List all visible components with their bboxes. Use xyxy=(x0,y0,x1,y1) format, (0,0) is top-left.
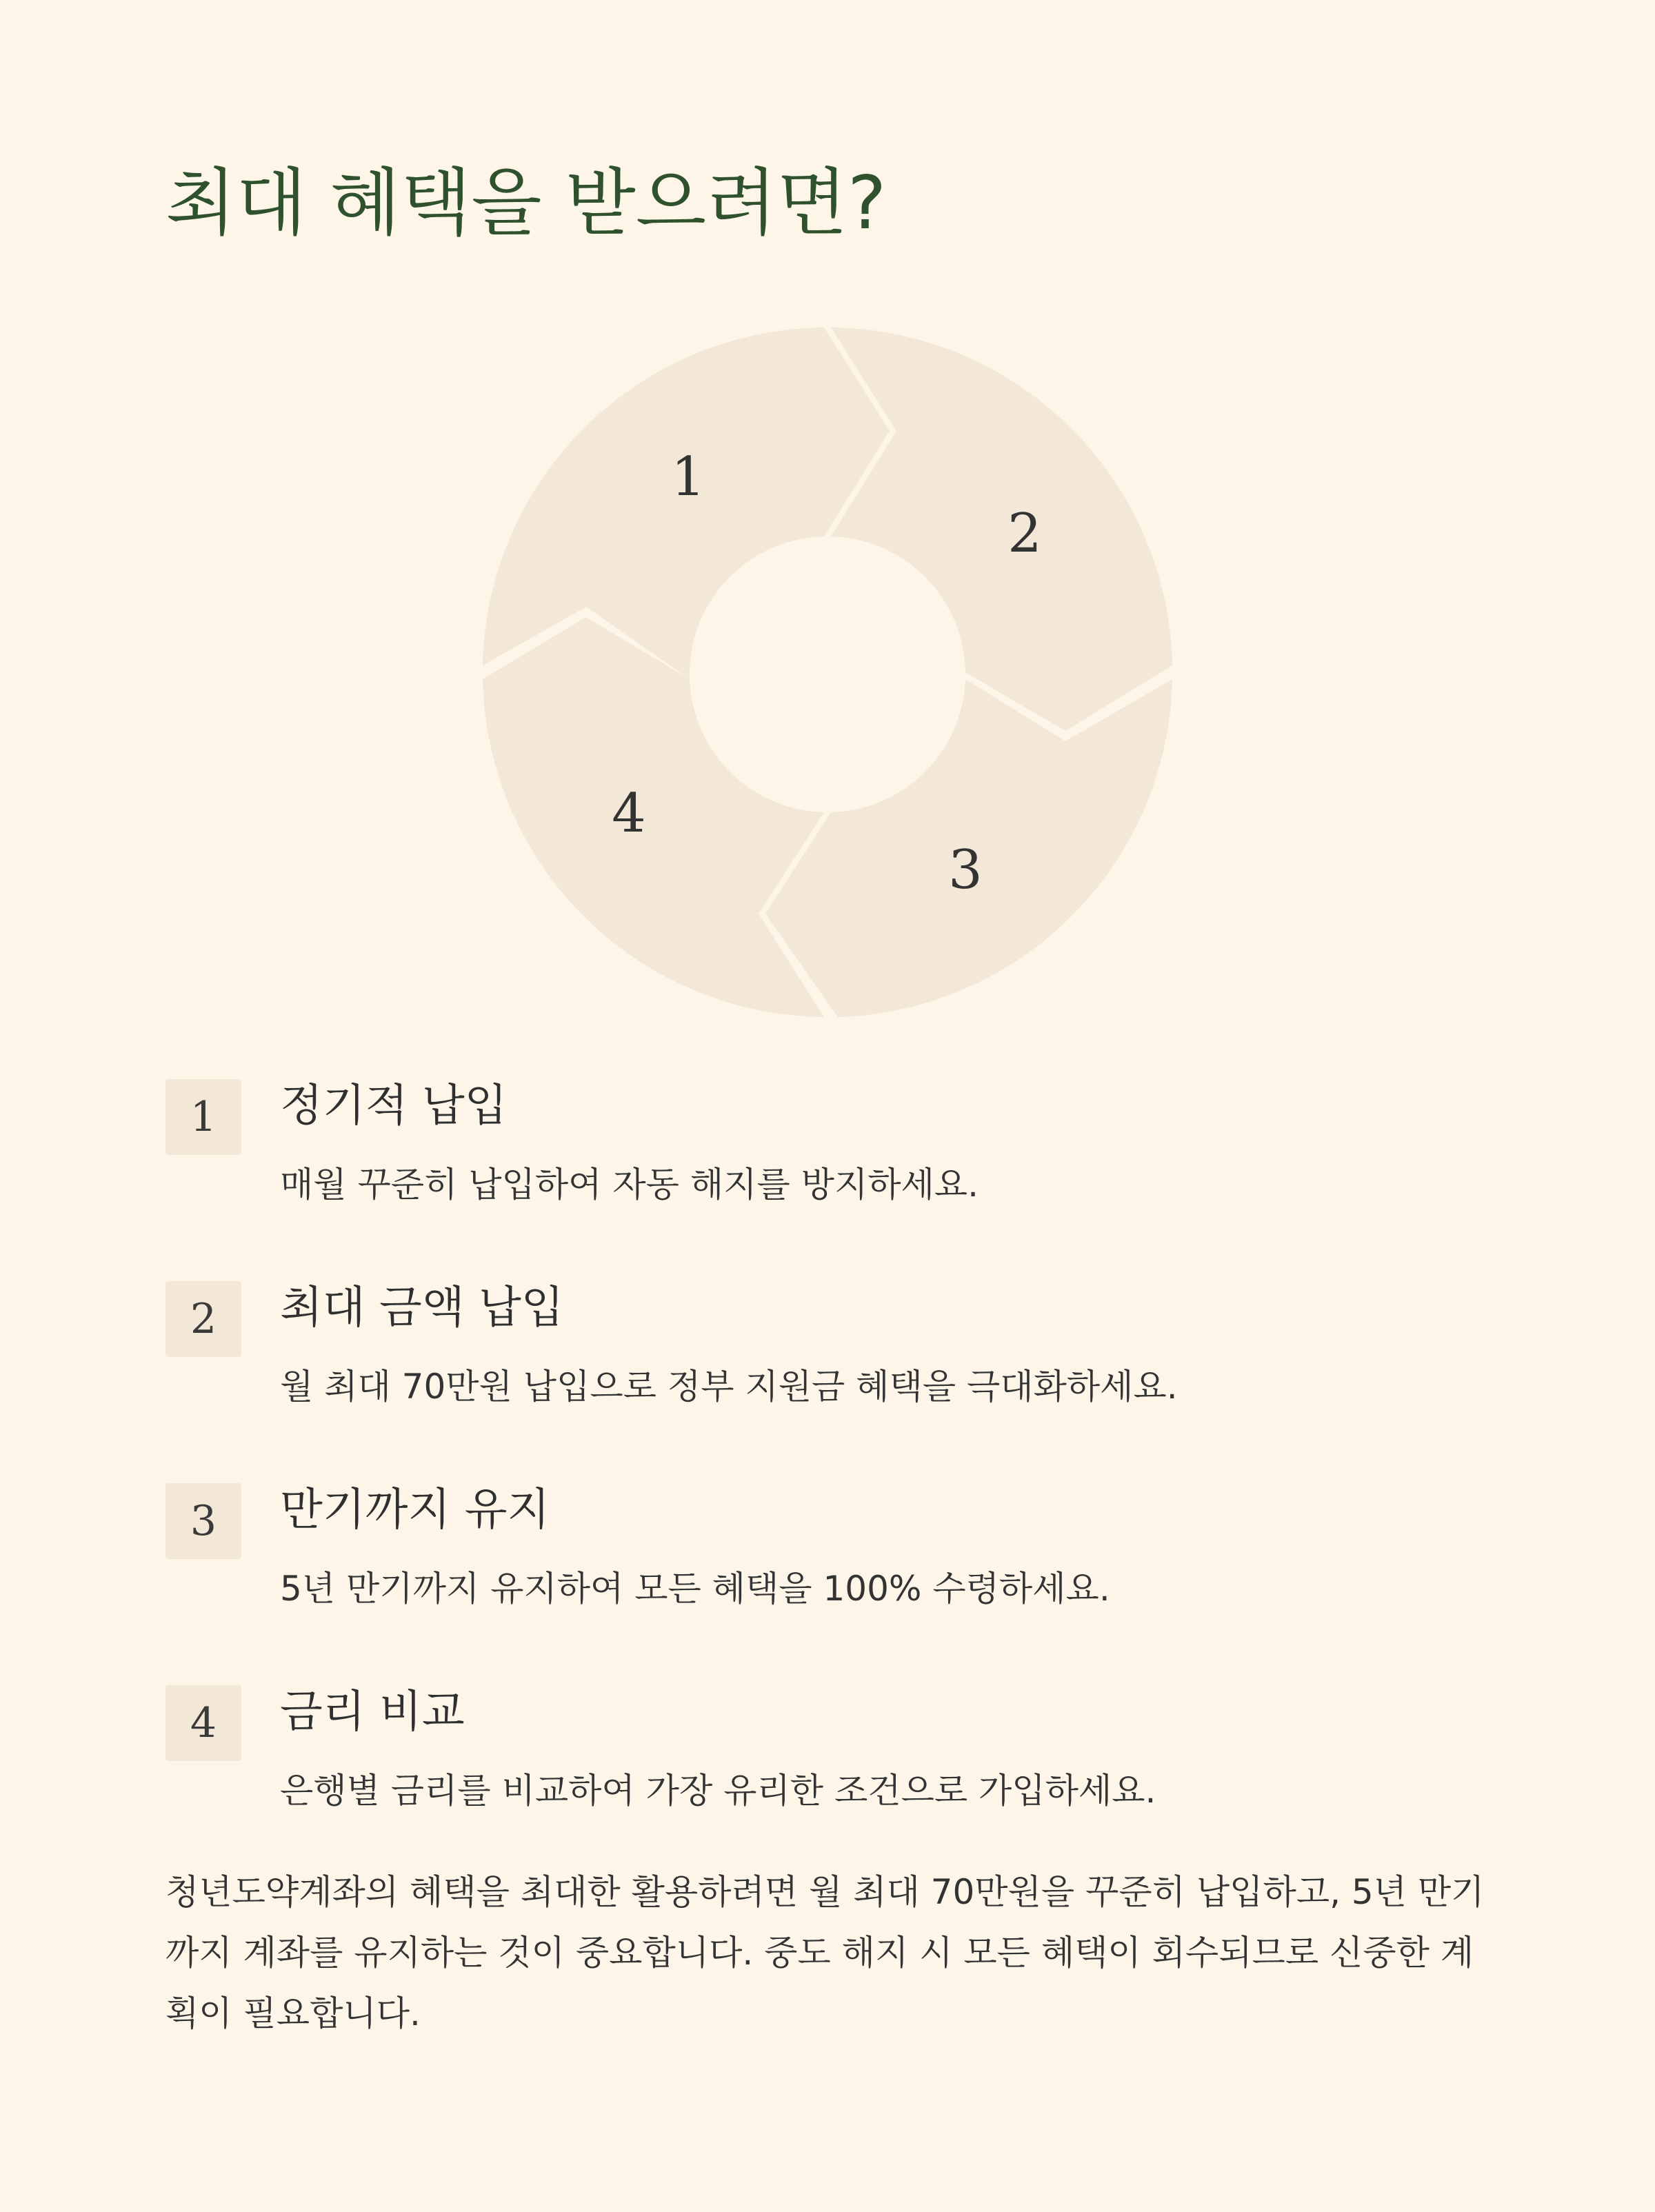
step-title: 최대 금액 납입 xyxy=(280,1283,564,1334)
step-description: 월 최대 70만원 납입으로 정부 지원금 혜택을 극대화하세요. xyxy=(280,1367,1178,1407)
summary-paragraph: 청년도약계좌의 혜택을 최대한 활용하려면 월 최대 70만원을 꾸준히 납입하고, 5년 만기까지 계좌를 유지하는 것이 중요합니다. 중도 해지 시 모든 혜택이 회수되므로 신중한 계획이 필요합니다. xyxy=(166,1872,1485,2033)
step-title: 금리 비교 xyxy=(280,1687,465,1738)
cycle-segment-4 xyxy=(483,617,824,1017)
step-description: 매월 꾸준히 납입하여 자동 해지를 방지하세요. xyxy=(280,1165,979,1205)
cycle-label-1: 1 xyxy=(671,446,705,508)
step-number-badge: 1 xyxy=(166,1079,241,1155)
step-title: 정기적 납입 xyxy=(280,1080,508,1132)
step-title: 만기까지 유지 xyxy=(280,1485,550,1536)
page-title: 최대 혜택을 받으려면? xyxy=(166,161,887,245)
step-number-badge: 2 xyxy=(166,1281,241,1357)
cycle-label-2: 2 xyxy=(1007,503,1042,565)
cycle-label-3: 3 xyxy=(948,839,983,901)
cycle-segment-2 xyxy=(831,328,1172,731)
step-number-badge: 4 xyxy=(166,1685,241,1761)
step-number-badge: 3 xyxy=(166,1483,241,1559)
cycle-label-4: 4 xyxy=(612,783,646,845)
step-description: 5년 만기까지 유지하여 모든 혜택을 100% 수령하세요. xyxy=(280,1569,1110,1609)
cycle-segments xyxy=(483,328,1172,1017)
step-description: 은행별 금리를 비교하여 가장 유리한 조건으로 가입하세요. xyxy=(280,1771,1156,1811)
